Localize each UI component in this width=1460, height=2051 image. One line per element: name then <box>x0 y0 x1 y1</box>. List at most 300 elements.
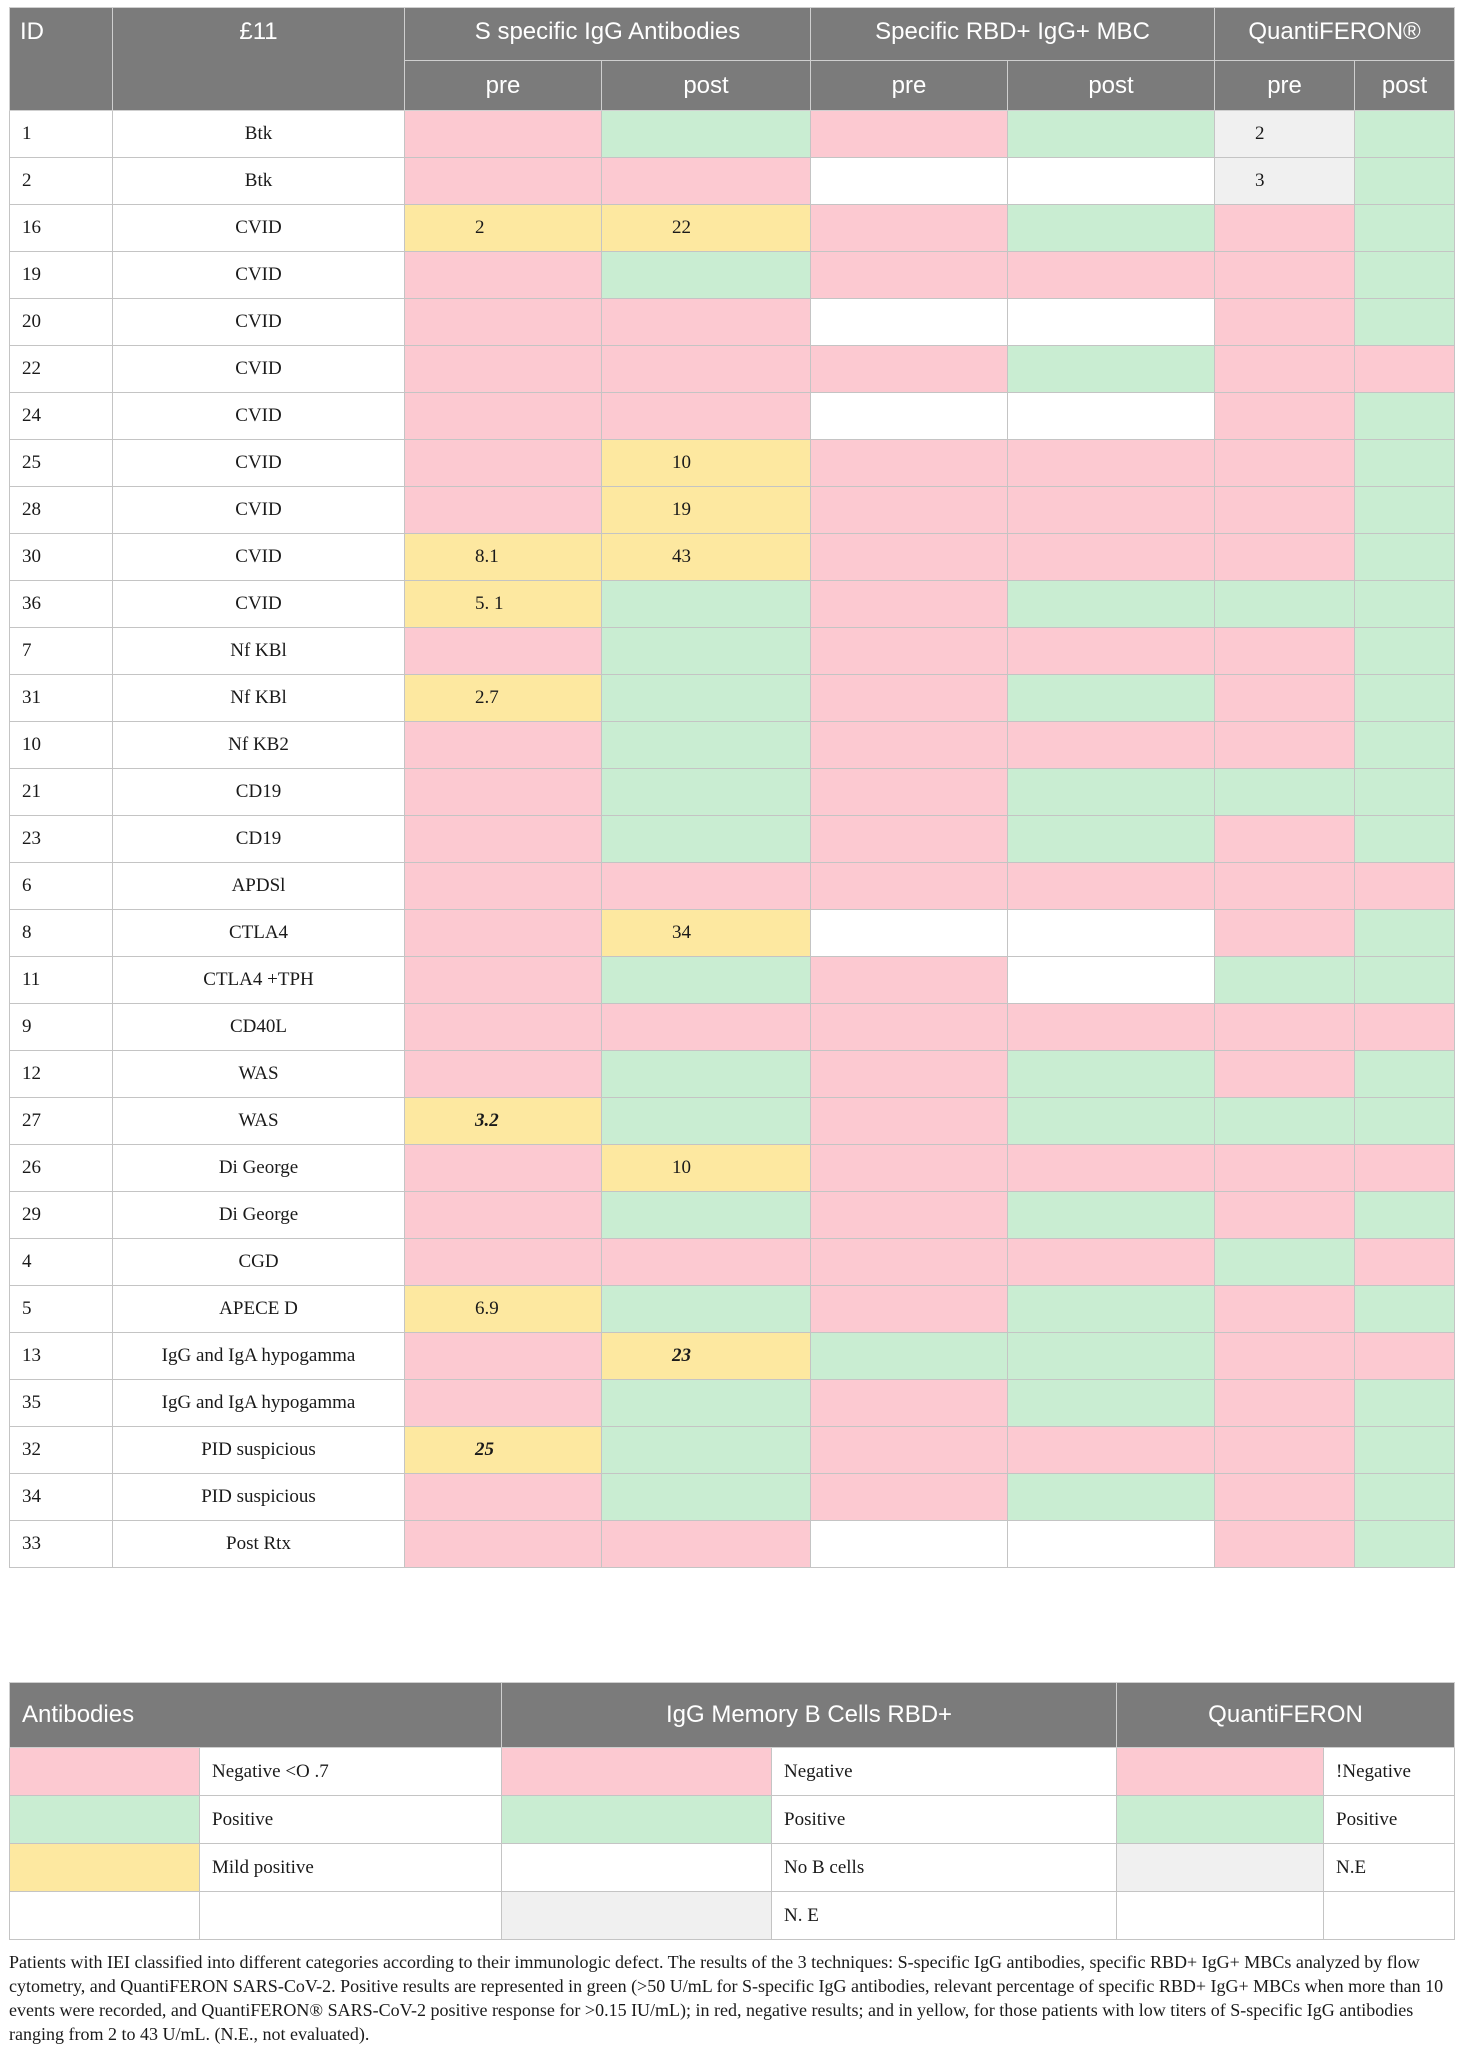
diagnosis-cell: CVID <box>113 252 405 299</box>
quantiferon-pre-cell <box>1215 1004 1355 1051</box>
mbc-pre-cell <box>811 863 1008 910</box>
mbc-pre-cell <box>811 1145 1008 1192</box>
patient-id: 11 <box>10 957 113 1004</box>
caption-text: Patients with IEI classified into different categories according to their immunologic defect. The results of the 3 techniques: S-specific IgG antibodies, specific RBD+ IgG+ MBCs analyzed by flow cytometry, and QuantiFERON SARS-CoV-2. Positive results are represented in green (>50 U/mL for S-specific IgG antibodies, relevant percentage of specific RBD+ IgG+ MBCs when more than 10 events were recorded, and QuantiFERON® SARS-CoV-2 positive response for >0.15 IU/mL); in red, negative results; and in yellow, for those patients with low titers of S-specific IgG antibodies ranging from 2 to 43 U/mL. (N.E., not evaluated). <box>9 1952 1444 2044</box>
patient-id: 1 <box>10 111 113 158</box>
patient-id: 27 <box>10 1098 113 1145</box>
table-row <box>10 393 1455 440</box>
mbc-post-cell <box>1008 346 1215 393</box>
patient-id: 20 <box>10 299 113 346</box>
antibodies-post-cell <box>602 1286 811 1333</box>
diagnosis-cell: CD40L <box>113 1004 405 1051</box>
quantiferon-post-cell <box>1355 581 1455 628</box>
antibodies-pre-cell <box>405 1051 602 1098</box>
mbc-post-cell <box>1008 1474 1215 1521</box>
header-antibodies: S specific IgG Antibodies <box>405 8 811 61</box>
antibodies-pre-cell <box>405 158 602 205</box>
quantiferon-pre-cell <box>1215 252 1355 299</box>
mbc-pre-cell <box>811 1474 1008 1521</box>
diagnosis-cell: Btk <box>113 158 405 205</box>
legend-antibodies-label: Mild positive <box>200 1844 502 1892</box>
antibodies-post-cell: 10 <box>602 440 811 487</box>
mbc-pre-cell <box>811 1004 1008 1051</box>
mbc-pre-cell <box>811 534 1008 581</box>
legend-mbc-label: Positive <box>772 1796 1117 1844</box>
table-row <box>10 158 1455 205</box>
patient-id: 25 <box>10 440 113 487</box>
diagnosis-cell: Btk <box>113 111 405 158</box>
mbc-post-cell <box>1008 252 1215 299</box>
table-row <box>10 581 1455 628</box>
antibodies-post-cell <box>602 252 811 299</box>
quantiferon-post-cell <box>1355 957 1455 1004</box>
table-row <box>10 957 1455 1004</box>
quantiferon-post-cell <box>1355 1239 1455 1286</box>
mbc-pre-cell <box>811 1098 1008 1145</box>
mbc-post-cell <box>1008 487 1215 534</box>
quantiferon-pre-cell <box>1215 675 1355 722</box>
mbc-post-cell <box>1008 111 1215 158</box>
antibodies-pre-cell: 3.2 <box>405 1098 602 1145</box>
mbc-post-cell <box>1008 816 1215 863</box>
mbc-post-cell <box>1008 581 1215 628</box>
mbc-pre-cell <box>811 111 1008 158</box>
antibodies-post-cell <box>602 863 811 910</box>
mbc-pre-cell <box>811 346 1008 393</box>
antibodies-pre-cell <box>405 252 602 299</box>
patient-id: 10 <box>10 722 113 769</box>
mbc-post-cell <box>1008 393 1215 440</box>
legend-qf-title: QuantiFERON <box>1117 1683 1455 1748</box>
mbc-pre-cell <box>811 1427 1008 1474</box>
mbc-post-cell <box>1008 440 1215 487</box>
quantiferon-post-cell <box>1355 1004 1455 1051</box>
table-row <box>10 299 1455 346</box>
antibodies-post-cell <box>602 816 811 863</box>
mbc-post-cell <box>1008 1051 1215 1098</box>
patient-id: 32 <box>10 1427 113 1474</box>
diagnosis-cell: WAS <box>113 1098 405 1145</box>
diagnosis-cell: CTLA4 +TPH <box>113 957 405 1004</box>
quantiferon-pre-cell <box>1215 393 1355 440</box>
legend-quantiferon-label: Positive <box>1324 1796 1455 1844</box>
patient-id: 31 <box>10 675 113 722</box>
quantiferon-pre-cell <box>1215 440 1355 487</box>
mbc-post-cell <box>1008 722 1215 769</box>
antibodies-pre-cell <box>405 1145 602 1192</box>
antibodies-pre-cell <box>405 722 602 769</box>
diagnosis-cell: CVID <box>113 487 405 534</box>
mbc-post-cell <box>1008 1004 1215 1051</box>
antibodies-pre-cell <box>405 816 602 863</box>
patient-id: 26 <box>10 1145 113 1192</box>
table-row <box>10 675 1455 722</box>
mbc-pre-cell <box>811 957 1008 1004</box>
mbc-pre-cell <box>811 393 1008 440</box>
mbc-pre-cell <box>811 628 1008 675</box>
diagnosis-cell: APECE D <box>113 1286 405 1333</box>
legend-mbc-swatch <box>502 1748 772 1796</box>
results-table <box>9 7 1455 1568</box>
quantiferon-pre-cell <box>1215 769 1355 816</box>
table-row <box>10 816 1455 863</box>
legend-row <box>10 1748 1455 1796</box>
table-row <box>10 205 1455 252</box>
quantiferon-pre-cell <box>1215 1333 1355 1380</box>
legend-mbc-label: N. E <box>772 1892 1117 1940</box>
table-row <box>10 440 1455 487</box>
patient-id: 22 <box>10 346 113 393</box>
mbc-pre-cell <box>811 675 1008 722</box>
mbc-post-cell <box>1008 1380 1215 1427</box>
table-row <box>10 111 1455 158</box>
mbc-post-cell <box>1008 769 1215 816</box>
antibodies-post-cell: 10 <box>602 1145 811 1192</box>
legend-empty-cell <box>1117 1892 1324 1940</box>
antibodies-pre-cell <box>405 910 602 957</box>
antibodies-post-cell <box>602 111 811 158</box>
antibodies-post-cell <box>602 581 811 628</box>
quantiferon-post-cell <box>1355 1521 1455 1568</box>
mbc-pre-cell <box>811 252 1008 299</box>
table-row <box>10 1239 1455 1286</box>
quantiferon-pre-cell <box>1215 581 1355 628</box>
antibodies-pre-cell: 5. 1 <box>405 581 602 628</box>
table-row <box>10 1145 1455 1192</box>
mbc-pre-cell <box>811 581 1008 628</box>
antibodies-post-cell <box>602 722 811 769</box>
patient-id: 36 <box>10 581 113 628</box>
legend-mbc-swatch <box>502 1892 772 1940</box>
header-qf-pre: pre <box>1215 61 1355 111</box>
quantiferon-post-cell <box>1355 1427 1455 1474</box>
quantiferon-pre-cell <box>1215 346 1355 393</box>
antibodies-pre-cell <box>405 393 602 440</box>
antibodies-pre-cell <box>405 1474 602 1521</box>
mbc-post-cell <box>1008 628 1215 675</box>
legend-antibodies-swatch <box>10 1844 200 1892</box>
legend-quantiferon-swatch <box>1117 1748 1324 1796</box>
quantiferon-post-cell <box>1355 816 1455 863</box>
quantiferon-post-cell <box>1355 252 1455 299</box>
diagnosis-cell: CVID <box>113 346 405 393</box>
antibodies-post-cell <box>602 1239 811 1286</box>
mbc-post-cell <box>1008 1333 1215 1380</box>
header-mbc: Specific RBD+ IgG+ MBC <box>811 8 1215 61</box>
quantiferon-post-cell <box>1355 346 1455 393</box>
legend-mbc-swatch <box>502 1796 772 1844</box>
table-row <box>10 1380 1455 1427</box>
quantiferon-post-cell <box>1355 440 1455 487</box>
quantiferon-pre-cell <box>1215 1192 1355 1239</box>
quantiferon-post-cell <box>1355 863 1455 910</box>
quantiferon-post-cell <box>1355 534 1455 581</box>
mbc-pre-cell <box>811 1380 1008 1427</box>
legend-antibodies-label: Negative <O .7 <box>200 1748 502 1796</box>
mbc-pre-cell <box>811 910 1008 957</box>
quantiferon-pre-cell <box>1215 816 1355 863</box>
mbc-post-cell <box>1008 299 1215 346</box>
antibodies-post-cell <box>602 1192 811 1239</box>
antibodies-post-cell <box>602 675 811 722</box>
quantiferon-post-cell <box>1355 910 1455 957</box>
mbc-post-cell <box>1008 957 1215 1004</box>
mbc-post-cell <box>1008 1239 1215 1286</box>
table-row <box>10 1004 1455 1051</box>
mbc-post-cell <box>1008 1192 1215 1239</box>
antibodies-post-cell <box>602 346 811 393</box>
patient-id: 9 <box>10 1004 113 1051</box>
table-row <box>10 863 1455 910</box>
diagnosis-cell: PID suspicious <box>113 1474 405 1521</box>
quantiferon-post-cell <box>1355 675 1455 722</box>
patient-id: 28 <box>10 487 113 534</box>
quantiferon-post-cell <box>1355 1380 1455 1427</box>
legend-mbc-title: IgG Memory B Cells RBD+ <box>502 1683 1117 1748</box>
legend-body <box>10 1748 1455 1940</box>
quantiferon-pre-cell <box>1215 534 1355 581</box>
quantiferon-pre-cell <box>1215 1521 1355 1568</box>
antibodies-post-cell <box>602 1474 811 1521</box>
quantiferon-pre-cell <box>1215 1239 1355 1286</box>
antibodies-post-cell: 43 <box>602 534 811 581</box>
mbc-pre-cell <box>811 1521 1008 1568</box>
table-row <box>10 1192 1455 1239</box>
diagnosis-cell: CVID <box>113 534 405 581</box>
patient-id: 35 <box>10 1380 113 1427</box>
diagnosis-cell: Di George <box>113 1192 405 1239</box>
diagnosis-cell: IgG and IgA hypogamma <box>113 1333 405 1380</box>
mbc-post-cell <box>1008 1286 1215 1333</box>
patient-id: 7 <box>10 628 113 675</box>
mbc-pre-cell <box>811 158 1008 205</box>
antibodies-pre-cell <box>405 863 602 910</box>
quantiferon-post-cell <box>1355 1051 1455 1098</box>
quantiferon-post-cell <box>1355 299 1455 346</box>
table-row <box>10 1521 1455 1568</box>
mbc-post-cell <box>1008 534 1215 581</box>
legend-quantiferon-label: N.E <box>1324 1844 1455 1892</box>
mbc-post-cell <box>1008 863 1215 910</box>
antibodies-pre-cell <box>405 1521 602 1568</box>
antibodies-post-cell: 22 <box>602 205 811 252</box>
mbc-post-cell <box>1008 1427 1215 1474</box>
table-row <box>10 1286 1455 1333</box>
header-ab-pre: pre <box>405 61 602 111</box>
legend-empty-cell <box>200 1892 502 1940</box>
table-caption <box>9 1950 1454 2046</box>
legend-table <box>9 1682 1455 1940</box>
table-row <box>10 346 1455 393</box>
diagnosis-cell: APDSl <box>113 863 405 910</box>
quantiferon-pre-cell <box>1215 1286 1355 1333</box>
quantiferon-post-cell <box>1355 628 1455 675</box>
antibodies-post-cell <box>602 299 811 346</box>
table-row <box>10 1474 1455 1521</box>
antibodies-pre-cell <box>405 1192 602 1239</box>
quantiferon-post-cell <box>1355 111 1455 158</box>
table-row <box>10 722 1455 769</box>
patient-id: 8 <box>10 910 113 957</box>
quantiferon-pre-cell <box>1215 1098 1355 1145</box>
diagnosis-cell: CVID <box>113 205 405 252</box>
table-row <box>10 487 1455 534</box>
antibodies-post-cell <box>602 1098 811 1145</box>
quantiferon-pre-cell <box>1215 1427 1355 1474</box>
diagnosis-cell: WAS <box>113 1051 405 1098</box>
legend-antibodies-label: Positive <box>200 1796 502 1844</box>
quantiferon-pre-cell <box>1215 299 1355 346</box>
legend-empty-cell <box>1324 1892 1455 1940</box>
table-row <box>10 628 1455 675</box>
mbc-post-cell <box>1008 1145 1215 1192</box>
quantiferon-pre-cell <box>1215 863 1355 910</box>
mbc-pre-cell <box>811 205 1008 252</box>
diagnosis-cell: CVID <box>113 581 405 628</box>
quantiferon-pre-cell <box>1215 1474 1355 1521</box>
quantiferon-post-cell <box>1355 1333 1455 1380</box>
mbc-pre-cell <box>811 1051 1008 1098</box>
mbc-pre-cell <box>811 1192 1008 1239</box>
antibodies-post-cell <box>602 1051 811 1098</box>
diagnosis-cell: CVID <box>113 440 405 487</box>
quantiferon-pre-cell <box>1215 628 1355 675</box>
antibodies-pre-cell <box>405 111 602 158</box>
legend-quantiferon-label: !Negative <box>1324 1748 1455 1796</box>
diagnosis-cell: CD19 <box>113 769 405 816</box>
header-diagnosis: £11 <box>113 8 405 111</box>
mbc-pre-cell <box>811 1286 1008 1333</box>
table-row <box>10 1051 1455 1098</box>
antibodies-post-cell <box>602 769 811 816</box>
diagnosis-cell: CGD <box>113 1239 405 1286</box>
antibodies-pre-cell <box>405 1239 602 1286</box>
patient-id: 29 <box>10 1192 113 1239</box>
legend-antibodies-swatch <box>10 1748 200 1796</box>
antibodies-pre-cell: 8.1 <box>405 534 602 581</box>
legend-row <box>10 1892 1455 1940</box>
antibodies-pre-cell: 6.9 <box>405 1286 602 1333</box>
table-row <box>10 1427 1455 1474</box>
table-row <box>10 769 1455 816</box>
quantiferon-pre-cell <box>1215 722 1355 769</box>
antibodies-post-cell: 19 <box>602 487 811 534</box>
patient-id: 12 <box>10 1051 113 1098</box>
patient-id: 23 <box>10 816 113 863</box>
quantiferon-post-cell <box>1355 769 1455 816</box>
quantiferon-post-cell <box>1355 393 1455 440</box>
antibodies-post-cell <box>602 158 811 205</box>
diagnosis-cell: Nf KBl <box>113 628 405 675</box>
mbc-post-cell <box>1008 158 1215 205</box>
antibodies-post-cell: 23 <box>602 1333 811 1380</box>
diagnosis-cell: CD19 <box>113 816 405 863</box>
diagnosis-cell: CTLA4 <box>113 910 405 957</box>
quantiferon-post-cell <box>1355 158 1455 205</box>
patient-id: 16 <box>10 205 113 252</box>
table-row <box>10 910 1455 957</box>
quantiferon-post-cell <box>1355 487 1455 534</box>
antibodies-pre-cell <box>405 628 602 675</box>
diagnosis-cell: Di George <box>113 1145 405 1192</box>
diagnosis-cell: CVID <box>113 393 405 440</box>
antibodies-pre-cell <box>405 487 602 534</box>
legend-mbc-label: Negative <box>772 1748 1117 1796</box>
quantiferon-post-cell <box>1355 1286 1455 1333</box>
header-ab-post: post <box>602 61 811 111</box>
header-mbc-post: post <box>1008 61 1215 111</box>
table-row <box>10 1333 1455 1380</box>
legend-empty-cell <box>10 1892 200 1940</box>
antibodies-pre-cell <box>405 299 602 346</box>
quantiferon-post-cell <box>1355 1098 1455 1145</box>
patient-id: 2 <box>10 158 113 205</box>
antibodies-pre-cell: 25 <box>405 1427 602 1474</box>
antibodies-pre-cell <box>405 1004 602 1051</box>
antibodies-pre-cell <box>405 440 602 487</box>
mbc-pre-cell <box>811 1239 1008 1286</box>
legend-mbc-label: No B cells <box>772 1844 1117 1892</box>
table-row <box>10 534 1455 581</box>
antibodies-pre-cell <box>405 957 602 1004</box>
antibodies-post-cell: 34 <box>602 910 811 957</box>
antibodies-pre-cell: 2.7 <box>405 675 602 722</box>
quantiferon-pre-cell: 2 <box>1215 111 1355 158</box>
antibodies-post-cell <box>602 1380 811 1427</box>
patient-id: 13 <box>10 1333 113 1380</box>
quantiferon-pre-cell <box>1215 910 1355 957</box>
mbc-pre-cell <box>811 1333 1008 1380</box>
patient-id: 4 <box>10 1239 113 1286</box>
mbc-pre-cell <box>811 816 1008 863</box>
patient-id: 19 <box>10 252 113 299</box>
quantiferon-post-cell <box>1355 1145 1455 1192</box>
legend-mbc-swatch <box>502 1844 772 1892</box>
quantiferon-pre-cell <box>1215 1380 1355 1427</box>
patient-id: 24 <box>10 393 113 440</box>
header-quantiferon: QuantiFERON® <box>1215 8 1455 61</box>
antibodies-post-cell <box>602 957 811 1004</box>
antibodies-post-cell <box>602 1004 811 1051</box>
antibodies-post-cell <box>602 1521 811 1568</box>
legend-quantiferon-swatch <box>1117 1796 1324 1844</box>
patient-id: 21 <box>10 769 113 816</box>
header-id: ID <box>10 8 113 111</box>
patient-id: 5 <box>10 1286 113 1333</box>
patient-id: 33 <box>10 1521 113 1568</box>
mbc-post-cell <box>1008 675 1215 722</box>
quantiferon-post-cell <box>1355 1474 1455 1521</box>
antibodies-post-cell <box>602 1427 811 1474</box>
quantiferon-pre-cell <box>1215 957 1355 1004</box>
quantiferon-post-cell <box>1355 205 1455 252</box>
diagnosis-cell: Nf KBl <box>113 675 405 722</box>
mbc-pre-cell <box>811 487 1008 534</box>
legend-row <box>10 1796 1455 1844</box>
mbc-post-cell <box>1008 1521 1215 1568</box>
legend-quantiferon-swatch <box>1117 1844 1324 1892</box>
mbc-pre-cell <box>811 769 1008 816</box>
quantiferon-pre-cell <box>1215 487 1355 534</box>
quantiferon-post-cell <box>1355 722 1455 769</box>
legend-row <box>10 1844 1455 1892</box>
antibodies-pre-cell <box>405 346 602 393</box>
quantiferon-post-cell <box>1355 1192 1455 1239</box>
table-row <box>10 252 1455 299</box>
quantiferon-pre-cell: 3 <box>1215 158 1355 205</box>
antibodies-pre-cell <box>405 1333 602 1380</box>
mbc-pre-cell <box>811 440 1008 487</box>
